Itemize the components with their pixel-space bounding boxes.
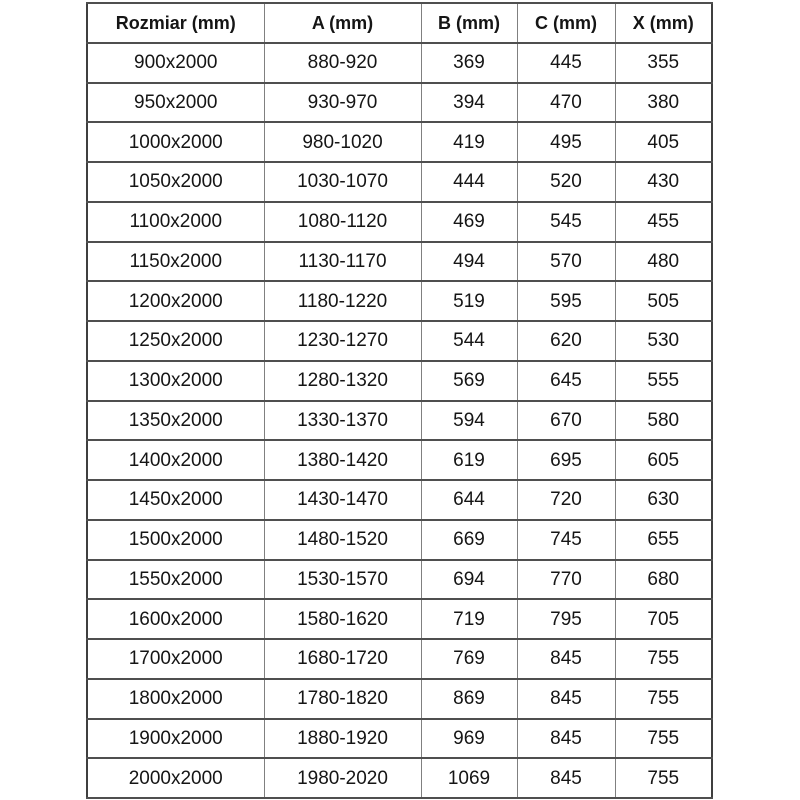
table-cell: 1180-1220 [264, 281, 421, 321]
table-cell: 755 [615, 758, 712, 798]
table-cell: 755 [615, 719, 712, 759]
table-cell: 745 [517, 520, 615, 560]
size-spec-table-container [86, 2, 713, 799]
table-cell: 1100x2000 [87, 202, 264, 242]
table-cell: 1600x2000 [87, 599, 264, 639]
table-cell: 619 [421, 440, 517, 480]
table-cell: 394 [421, 83, 517, 123]
table-cell: 1250x2000 [87, 321, 264, 361]
table-cell: 969 [421, 719, 517, 759]
table-cell: 594 [421, 401, 517, 441]
table-row [87, 361, 712, 401]
table-cell: 505 [615, 281, 712, 321]
table-cell: 1500x2000 [87, 520, 264, 560]
table-cell: 845 [517, 719, 615, 759]
table-cell: 1230-1270 [264, 321, 421, 361]
table-row [87, 122, 712, 162]
table-cell: 430 [615, 162, 712, 202]
table-cell: 1080-1120 [264, 202, 421, 242]
header-row [87, 3, 712, 43]
table-cell: 770 [517, 560, 615, 600]
table-cell: 570 [517, 242, 615, 282]
table-row [87, 401, 712, 441]
table-cell: 630 [615, 480, 712, 520]
table-cell: 555 [615, 361, 712, 401]
table-cell: 694 [421, 560, 517, 600]
table-cell: 620 [517, 321, 615, 361]
table-cell: 930-970 [264, 83, 421, 123]
table-cell: 1980-2020 [264, 758, 421, 798]
table-row [87, 599, 712, 639]
table-body [87, 43, 712, 798]
table-row [87, 639, 712, 679]
table-cell: 1280-1320 [264, 361, 421, 401]
table-cell: 1069 [421, 758, 517, 798]
table-cell: 1050x2000 [87, 162, 264, 202]
table-header [87, 3, 712, 43]
table-cell: 494 [421, 242, 517, 282]
table-cell: 900x2000 [87, 43, 264, 83]
table-cell: 520 [517, 162, 615, 202]
table-cell: 644 [421, 480, 517, 520]
table-row [87, 321, 712, 361]
table-cell: 1680-1720 [264, 639, 421, 679]
table-row [87, 202, 712, 242]
table-cell: 569 [421, 361, 517, 401]
table-cell: 419 [421, 122, 517, 162]
table-cell: 1030-1070 [264, 162, 421, 202]
table-cell: 1430-1470 [264, 480, 421, 520]
table-cell: 530 [615, 321, 712, 361]
table-row [87, 758, 712, 798]
table-cell: 669 [421, 520, 517, 560]
table-cell: 845 [517, 758, 615, 798]
column-header: B (mm) [421, 3, 517, 43]
table-cell: 445 [517, 43, 615, 83]
table-row [87, 679, 712, 719]
table-cell: 755 [615, 679, 712, 719]
table-cell: 605 [615, 440, 712, 480]
table-cell: 719 [421, 599, 517, 639]
table-cell: 1580-1620 [264, 599, 421, 639]
size-spec-table [86, 2, 713, 799]
table-cell: 2000x2000 [87, 758, 264, 798]
table-row [87, 719, 712, 759]
column-header: C (mm) [517, 3, 615, 43]
table-cell: 405 [615, 122, 712, 162]
table-cell: 519 [421, 281, 517, 321]
table-cell: 1800x2000 [87, 679, 264, 719]
table-cell: 695 [517, 440, 615, 480]
column-header: X (mm) [615, 3, 712, 43]
table-cell: 355 [615, 43, 712, 83]
table-cell: 495 [517, 122, 615, 162]
table-row [87, 43, 712, 83]
table-cell: 1480-1520 [264, 520, 421, 560]
table-cell: 1550x2000 [87, 560, 264, 600]
table-cell: 1200x2000 [87, 281, 264, 321]
column-header: Rozmiar (mm) [87, 3, 264, 43]
table-cell: 869 [421, 679, 517, 719]
table-cell: 455 [615, 202, 712, 242]
table-cell: 595 [517, 281, 615, 321]
table-cell: 795 [517, 599, 615, 639]
table-cell: 580 [615, 401, 712, 441]
table-cell: 755 [615, 639, 712, 679]
table-row [87, 520, 712, 560]
table-row [87, 480, 712, 520]
table-cell: 544 [421, 321, 517, 361]
table-cell: 705 [615, 599, 712, 639]
table-cell: 380 [615, 83, 712, 123]
table-row [87, 440, 712, 480]
table-row [87, 560, 712, 600]
table-cell: 1900x2000 [87, 719, 264, 759]
table-cell: 769 [421, 639, 517, 679]
table-row [87, 83, 712, 123]
table-row [87, 162, 712, 202]
table-row [87, 281, 712, 321]
table-row [87, 242, 712, 282]
table-cell: 1400x2000 [87, 440, 264, 480]
table-cell: 1130-1170 [264, 242, 421, 282]
table-cell: 950x2000 [87, 83, 264, 123]
table-cell: 1880-1920 [264, 719, 421, 759]
table-cell: 845 [517, 679, 615, 719]
table-cell: 470 [517, 83, 615, 123]
table-cell: 545 [517, 202, 615, 242]
table-cell: 1380-1420 [264, 440, 421, 480]
table-cell: 1300x2000 [87, 361, 264, 401]
table-cell: 469 [421, 202, 517, 242]
table-cell: 369 [421, 43, 517, 83]
table-cell: 1150x2000 [87, 242, 264, 282]
table-cell: 1450x2000 [87, 480, 264, 520]
table-cell: 655 [615, 520, 712, 560]
table-cell: 480 [615, 242, 712, 282]
table-cell: 880-920 [264, 43, 421, 83]
table-cell: 670 [517, 401, 615, 441]
column-header: A (mm) [264, 3, 421, 43]
table-cell: 444 [421, 162, 517, 202]
table-cell: 1700x2000 [87, 639, 264, 679]
table-cell: 845 [517, 639, 615, 679]
table-cell: 980-1020 [264, 122, 421, 162]
table-cell: 720 [517, 480, 615, 520]
table-cell: 1000x2000 [87, 122, 264, 162]
table-cell: 1530-1570 [264, 560, 421, 600]
table-cell: 1330-1370 [264, 401, 421, 441]
table-cell: 1780-1820 [264, 679, 421, 719]
table-cell: 680 [615, 560, 712, 600]
table-cell: 645 [517, 361, 615, 401]
table-cell: 1350x2000 [87, 401, 264, 441]
